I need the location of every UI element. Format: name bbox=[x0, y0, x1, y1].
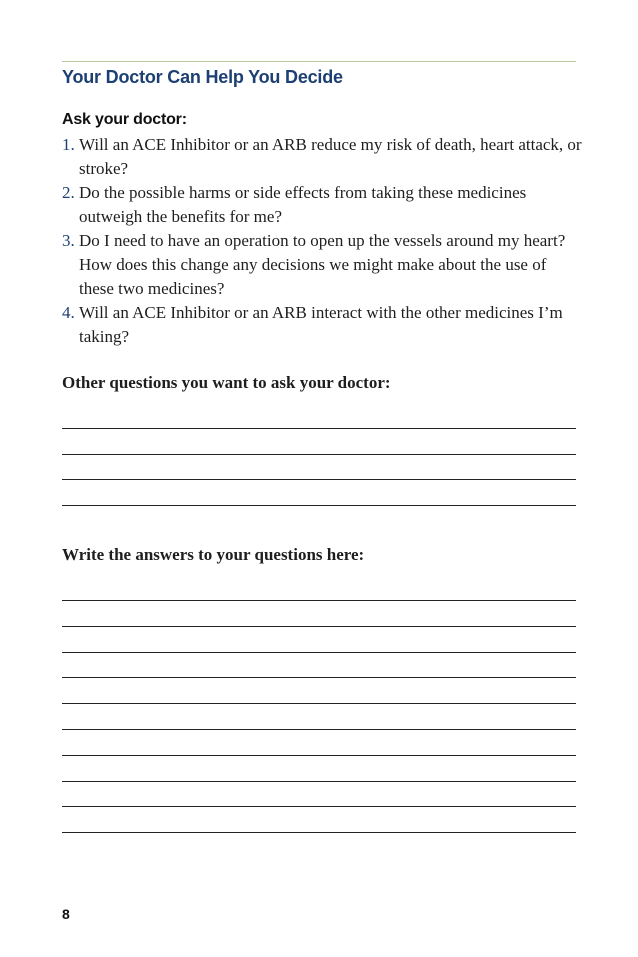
question-text: Do I need to have an operation to open up the vessels around my heart? How does this change any decisions we might make about the use of these two medicines? bbox=[79, 231, 566, 298]
writing-line bbox=[62, 652, 576, 653]
writing-line bbox=[62, 600, 576, 601]
question-number: 3. bbox=[62, 231, 75, 250]
question-list bbox=[62, 133, 582, 349]
other-questions-label: Other questions you want to ask your doctor: bbox=[62, 373, 391, 392]
page-number: 8 bbox=[62, 906, 70, 922]
top-rule bbox=[62, 61, 576, 62]
writing-line bbox=[62, 454, 576, 455]
ask-doctor-label: Ask your doctor: bbox=[62, 111, 187, 128]
question-number: 4. bbox=[62, 303, 75, 322]
question-item-2 bbox=[62, 181, 582, 229]
writing-line bbox=[62, 479, 576, 480]
writing-line bbox=[62, 428, 576, 429]
question-number: 1. bbox=[62, 135, 75, 154]
writing-line bbox=[62, 755, 576, 756]
question-item-1 bbox=[62, 133, 582, 181]
writing-line bbox=[62, 505, 576, 506]
question-item-4 bbox=[62, 301, 582, 349]
page-heading: Your Doctor Can Help You Decide bbox=[62, 67, 343, 87]
question-number: 2. bbox=[62, 183, 75, 202]
question-text: Do the possible harms or side effects from taking these medicines outweigh the benefits for me? bbox=[79, 183, 527, 226]
writing-line bbox=[62, 677, 576, 678]
writing-line bbox=[62, 781, 576, 782]
question-text: Will an ACE Inhibitor or an ARB interact with the other medicines I’m taking? bbox=[79, 303, 563, 346]
writing-line bbox=[62, 806, 576, 807]
writing-line bbox=[62, 729, 576, 730]
writing-line bbox=[62, 832, 576, 833]
question-text: Will an ACE Inhibitor or an ARB reduce my risk of death, heart attack, or stroke? bbox=[79, 135, 582, 178]
answers-label: Write the answers to your questions here: bbox=[62, 545, 365, 564]
writing-line bbox=[62, 703, 576, 704]
writing-line bbox=[62, 626, 576, 627]
question-item-3 bbox=[62, 229, 582, 301]
